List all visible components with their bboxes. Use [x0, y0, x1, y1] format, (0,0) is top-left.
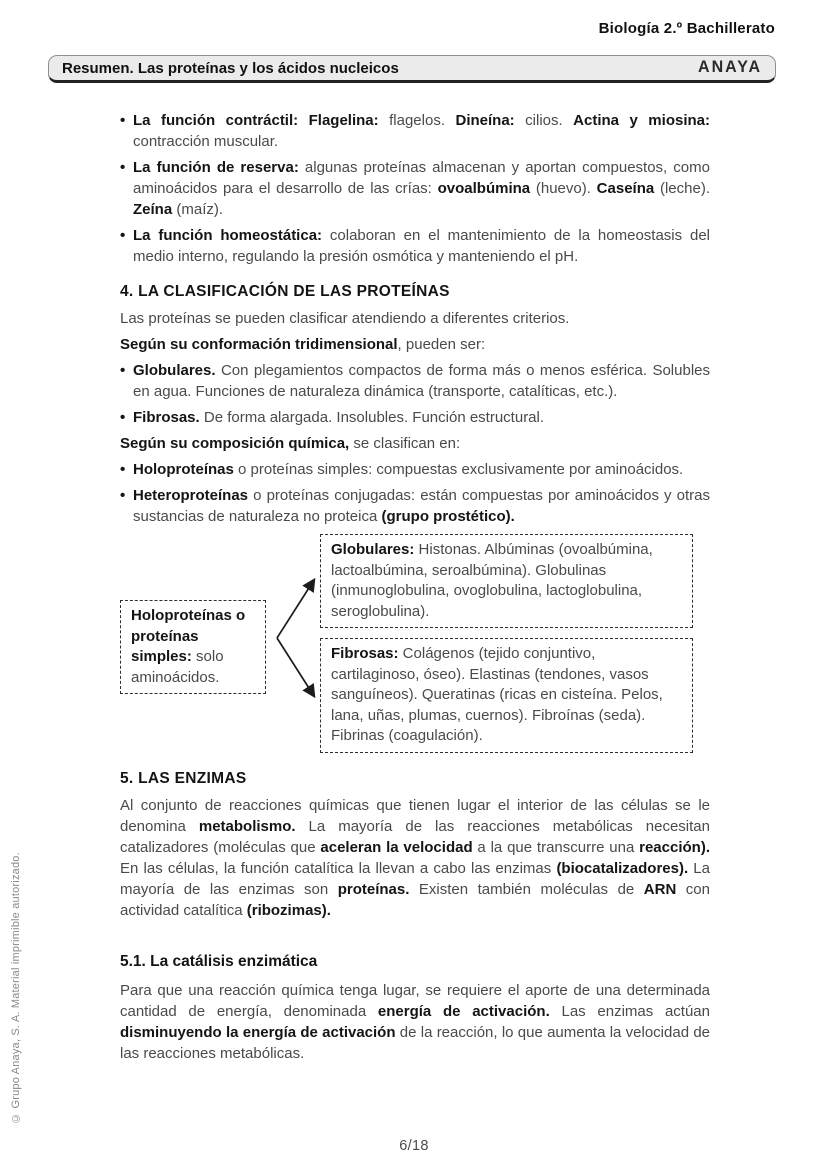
- course-label: Biología 2.º Bachillerato: [598, 20, 775, 37]
- diagram-box-holoproteinas: Holoproteínas o proteínas simples: solo aminoácidos.: [120, 600, 266, 694]
- diagram-box-globulares: Globulares: Histonas. Albúminas (ovoalbúmina, lactoalbúmina, seroalbúmina). Globulinas (inmunoglobulina, ovoglobulina, lactoglobulina, seroglobulina).: [320, 534, 693, 628]
- list-item-fibrosas: [120, 407, 710, 428]
- paragraph-enzimas: Al conjunto de reacciones químicas que tienen lugar el interior de las células se le denomina metabolismo. La mayoría de las reacciones metabólicas necesitan catalizadores (moléculas que aceleran la velocidad a la que transcurre una reacción). En las células, la función catalítica la llevan a cabo las enzimas (biocatalizadores). La mayoría de las enzimas son proteínas. Existen también moléculas de ARN con actividad catalítica (ribozimas).: [120, 797, 710, 919]
- list-item-holoproteinas: [120, 459, 710, 480]
- paragraph-catalisis: Para que una reacción química tenga lugar, se requiere el aporte de una determinada cantidad de energía, denominada energía de activación. Las enzimas actúan disminuyendo la energía de activación de la reacción, lo que aumenta la velocidad de las reacciones metabólicas.: [120, 982, 710, 1062]
- copyright-sidebar-text: © Grupo Anaya, S. A. Material imprimible autorizado.: [10, 852, 22, 1124]
- list-item-text: Heteroproteínas o proteínas conjugadas: están compuestas por aminoácidos y otras sustancias de naturaleza no proteica (grupo prostético).: [133, 487, 710, 525]
- bullet-marker: •: [120, 461, 126, 478]
- bullet-marker: •: [120, 362, 126, 379]
- diagram-arrows: [270, 572, 322, 704]
- content-column: [120, 110, 710, 1069]
- lead-composicion: Según su composición química, se clasifican en:: [120, 435, 461, 452]
- list-item-text: Globulares. Con plegamientos compactos de forma más o menos esférica. Solubles en agua. Funciones de naturaleza dinámica (transporte, catalíticas, etc.).: [133, 362, 710, 400]
- page-number: 6/18: [399, 1138, 429, 1154]
- list-item-funcion-homeostatica: [120, 225, 710, 267]
- paragraph-clasificacion-intro: Las proteínas se pueden clasificar atendiendo a diferentes criterios.: [120, 310, 570, 327]
- subsection-heading-catalisis: 5.1. La catálisis enzimática: [120, 953, 318, 970]
- anaya-logo: ANAYA: [698, 58, 762, 77]
- diagram-box-fibrosas: Fibrosas: Colágenos (tejido conjuntivo, cartilaginoso, óseo). Elastinas (tendones, vasos sanguíneos). Queratinas (ricas en cisteína. Pelos, lana, uñas, plumas, cuernos). Fibroínas (seda). Fibrinas (coagulación).: [320, 638, 693, 753]
- list-item-globulares: [120, 360, 710, 402]
- bullet-marker: •: [120, 409, 126, 426]
- list-item-funcion-reserva: [120, 157, 710, 220]
- section-heading-clasificacion: 4. LA CLASIFICACIÓN DE LAS PROTEÍNAS: [120, 283, 450, 300]
- title-bar: [48, 55, 776, 83]
- list-item-text: La función contráctil: Flagelina: flagelos. Dineína: cilios. Actina y miosina: contracción muscular.: [133, 112, 710, 150]
- list-item-text: La función de reserva: algunas proteínas almacenan y aportan compuestos, como aminoácidos para el desarrollo de las crías: ovoalbúmina (huevo). Caseína (leche). Zeína (maíz).: [133, 159, 710, 218]
- list-item-heteroproteinas: [120, 485, 710, 527]
- section-heading-enzimas: 5. LAS ENZIMAS: [120, 770, 247, 787]
- list-item-text: Holoproteínas o proteínas simples: compuestas exclusivamente por aminoácidos.: [133, 461, 684, 478]
- lead-conformacion: Según su conformación tridimensional, pueden ser:: [120, 336, 486, 353]
- list-item-funcion-contractil: [120, 110, 710, 152]
- classification-diagram: [120, 532, 710, 754]
- bullet-marker: •: [120, 159, 126, 176]
- bullet-marker: •: [120, 487, 126, 504]
- document-title: Resumen. Las proteínas y los ácidos nucleicos: [62, 59, 399, 77]
- list-item-text: La función homeostática: colaboran en el mantenimiento de la homeostasis del medio interno, regulando la presión osmótica y manteniendo el pH.: [133, 227, 710, 265]
- bullet-marker: •: [120, 112, 126, 129]
- bullet-marker: •: [120, 227, 126, 244]
- list-item-text: Fibrosas. De forma alargada. Insolubles. Función estructural.: [133, 409, 545, 426]
